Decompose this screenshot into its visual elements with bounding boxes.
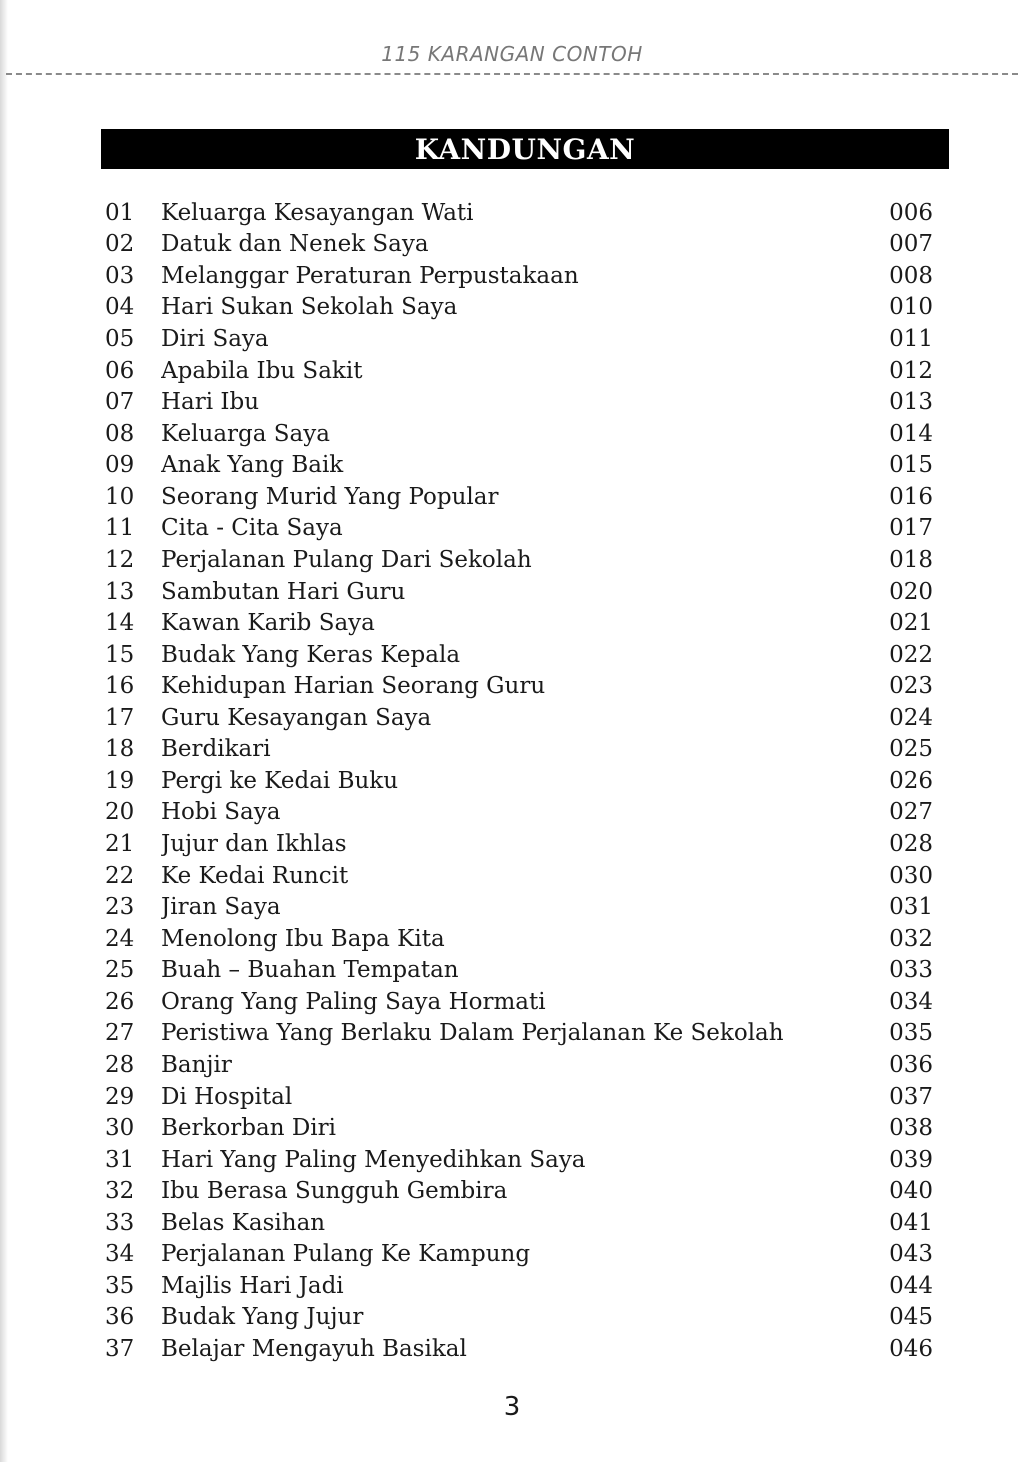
toc-entry bbox=[105, 1175, 933, 1207]
toc-entry-number: 01 bbox=[105, 199, 135, 226]
toc-entry-title: Hobi Saya bbox=[161, 799, 281, 826]
toc-entry-title: Orang Yang Paling Saya Hormati bbox=[161, 988, 546, 1015]
toc-entry-page: 017 bbox=[889, 515, 933, 542]
toc-entry-title: Berdikari bbox=[161, 736, 271, 763]
toc-entry-page: 020 bbox=[889, 578, 933, 605]
toc-entry-page: 044 bbox=[889, 1272, 933, 1299]
toc-entry bbox=[105, 670, 933, 702]
toc-entry-page: 030 bbox=[889, 862, 933, 889]
toc-entry bbox=[105, 386, 933, 418]
toc-entry-title: Keluarga Kesayangan Wati bbox=[161, 199, 474, 226]
running-header: 115 KARANGAN CONTOH bbox=[381, 42, 643, 66]
toc-entry-number: 28 bbox=[105, 1051, 135, 1078]
toc-entry-title: Ibu Berasa Sungguh Gembira bbox=[161, 1178, 508, 1205]
toc-entry-page: 028 bbox=[889, 831, 933, 858]
toc-entry bbox=[105, 355, 933, 387]
toc-entry-page: 008 bbox=[889, 262, 933, 289]
toc-entry-title: Hari Yang Paling Menyedihkan Saya bbox=[161, 1146, 586, 1173]
toc-entry-number: 18 bbox=[105, 736, 135, 763]
toc-entry-page: 026 bbox=[889, 767, 933, 794]
toc-entry-page: 021 bbox=[889, 610, 933, 637]
toc-entry-page: 031 bbox=[889, 894, 933, 921]
toc-entry-number: 07 bbox=[105, 389, 135, 416]
toc-entry-number: 03 bbox=[105, 262, 135, 289]
toc-entry-page: 013 bbox=[889, 389, 933, 416]
toc-entry bbox=[105, 702, 933, 734]
toc-entry-number: 20 bbox=[105, 799, 135, 826]
toc-entry-title: Majlis Hari Jadi bbox=[161, 1272, 344, 1299]
toc-entry-number: 35 bbox=[105, 1272, 135, 1299]
toc-entry bbox=[105, 860, 933, 892]
toc-entry-page: 040 bbox=[889, 1178, 933, 1205]
toc-entry-page: 038 bbox=[889, 1115, 933, 1142]
toc-entry-title: Budak Yang Jujur bbox=[161, 1304, 364, 1331]
toc-entry bbox=[105, 229, 933, 261]
toc-entry-number: 11 bbox=[105, 515, 135, 542]
toc-entry bbox=[105, 1144, 933, 1176]
toc-entry-number: 23 bbox=[105, 894, 135, 921]
toc-entry-number: 19 bbox=[105, 767, 135, 794]
toc-entry bbox=[105, 607, 933, 639]
toc-entry bbox=[105, 260, 933, 292]
toc-entry-page: 012 bbox=[889, 357, 933, 384]
toc-entry-page: 018 bbox=[889, 546, 933, 573]
toc-entry bbox=[105, 828, 933, 860]
toc-entry bbox=[105, 450, 933, 482]
toc-entry-number: 22 bbox=[105, 862, 135, 889]
toc-entry-number: 16 bbox=[105, 673, 135, 700]
toc-entry-number: 30 bbox=[105, 1115, 135, 1142]
toc-entry-page: 015 bbox=[889, 452, 933, 479]
toc-entry-title: Hari Ibu bbox=[161, 389, 260, 416]
toc-entry-title: Diri Saya bbox=[161, 326, 269, 353]
toc-entry-number: 10 bbox=[105, 483, 135, 510]
toc-entry bbox=[105, 891, 933, 923]
toc-entry-number: 06 bbox=[105, 357, 135, 384]
toc-entry bbox=[105, 513, 933, 545]
toc-entry-number: 04 bbox=[105, 294, 135, 321]
toc-entry-number: 02 bbox=[105, 231, 135, 258]
toc-entry-number: 09 bbox=[105, 452, 135, 479]
toc-entry-page: 043 bbox=[889, 1241, 933, 1268]
toc-entry bbox=[105, 418, 933, 450]
toc-entry-page: 006 bbox=[889, 199, 933, 226]
toc-entry-page: 025 bbox=[889, 736, 933, 763]
toc-heading: KANDUNGAN bbox=[101, 129, 949, 169]
toc-entry bbox=[105, 1018, 933, 1050]
toc-entry-number: 37 bbox=[105, 1336, 135, 1363]
toc-entry-number: 08 bbox=[105, 420, 135, 447]
toc-entry bbox=[105, 797, 933, 829]
toc-entry-title: Guru Kesayangan Saya bbox=[161, 704, 432, 731]
toc-entry-number: 15 bbox=[105, 641, 135, 668]
toc-entry bbox=[105, 923, 933, 955]
toc-entry bbox=[105, 1081, 933, 1113]
toc-entry-number: 34 bbox=[105, 1241, 135, 1268]
toc-entry-title: Apabila Ibu Sakit bbox=[161, 357, 363, 384]
toc-entry bbox=[105, 1302, 933, 1334]
toc-entry bbox=[105, 734, 933, 766]
toc-entry-number: 33 bbox=[105, 1209, 135, 1236]
toc-entry-number: 05 bbox=[105, 326, 135, 353]
toc-entry bbox=[105, 1333, 933, 1365]
toc-entry-title: Kawan Karib Saya bbox=[161, 610, 375, 637]
toc-entry-title: Perjalanan Pulang Ke Kampung bbox=[161, 1241, 531, 1268]
toc-entry-number: 14 bbox=[105, 610, 135, 637]
toc-entry bbox=[105, 292, 933, 324]
toc-entry bbox=[105, 986, 933, 1018]
toc-entry-title: Cita - Cita Saya bbox=[161, 515, 343, 542]
toc-entry-page: 034 bbox=[889, 988, 933, 1015]
toc-entry-title: Hari Sukan Sekolah Saya bbox=[161, 294, 458, 321]
toc-entry bbox=[105, 481, 933, 513]
toc-entry-page: 011 bbox=[889, 326, 933, 353]
toc-entry-title: Seorang Murid Yang Popular bbox=[161, 483, 499, 510]
toc-entry-title: Banjir bbox=[161, 1051, 232, 1078]
toc-entry-title: Keluarga Saya bbox=[161, 420, 330, 447]
toc-entry bbox=[105, 765, 933, 797]
toc-entry bbox=[105, 323, 933, 355]
toc-entry-number: 26 bbox=[105, 988, 135, 1015]
toc-entry-title: Budak Yang Keras Kepala bbox=[161, 641, 461, 668]
toc-entry-number: 27 bbox=[105, 1020, 135, 1047]
toc-entry-title: Belas Kasihan bbox=[161, 1209, 326, 1236]
toc-entry bbox=[105, 1270, 933, 1302]
toc-entry-number: 29 bbox=[105, 1083, 135, 1110]
toc-entry-number: 25 bbox=[105, 957, 135, 984]
toc-entry-page: 039 bbox=[889, 1146, 933, 1173]
toc-entry-title: Jujur dan Ikhlas bbox=[161, 831, 347, 858]
toc-entry bbox=[105, 639, 933, 671]
toc-entry-title: Berkorban Diri bbox=[161, 1115, 336, 1142]
toc-entry-number: 13 bbox=[105, 578, 135, 605]
toc-entry-page: 033 bbox=[889, 957, 933, 984]
toc-entry-number: 21 bbox=[105, 831, 135, 858]
toc-entry bbox=[105, 1112, 933, 1144]
toc-entry-title: Anak Yang Baik bbox=[161, 452, 344, 479]
toc-entry-page: 022 bbox=[889, 641, 933, 668]
toc-entry bbox=[105, 197, 933, 229]
toc-entry-page: 037 bbox=[889, 1083, 933, 1110]
toc-entry-title: Kehidupan Harian Seorang Guru bbox=[161, 673, 546, 700]
page-edge-shadow bbox=[0, 0, 8, 1462]
page-number: 3 bbox=[503, 1392, 521, 1422]
toc-entry-page: 023 bbox=[889, 673, 933, 700]
toc-entry bbox=[105, 544, 933, 576]
toc-entry-title: Buah – Buahan Tempatan bbox=[161, 957, 459, 984]
toc-entry-page: 027 bbox=[889, 799, 933, 826]
toc-entry-page: 045 bbox=[889, 1304, 933, 1331]
toc-entry-title: Peristiwa Yang Berlaku Dalam Perjalanan Ke Sekolah bbox=[161, 1020, 784, 1047]
toc-entry-number: 24 bbox=[105, 925, 135, 952]
toc-entry-title: Perjalanan Pulang Dari Sekolah bbox=[161, 546, 532, 573]
toc-entry-title: Di Hospital bbox=[161, 1083, 293, 1110]
toc-entry-title: Datuk dan Nenek Saya bbox=[161, 231, 429, 258]
header-dashed-rule bbox=[6, 73, 1018, 75]
toc-entry-title: Belajar Mengayuh Basikal bbox=[161, 1336, 467, 1363]
toc-entry-title: Menolong Ibu Bapa Kita bbox=[161, 925, 445, 952]
toc-entry-number: 12 bbox=[105, 546, 135, 573]
toc-entry-page: 046 bbox=[889, 1336, 933, 1363]
toc-entry-title: Pergi ke Kedai Buku bbox=[161, 767, 399, 794]
toc-entry-page: 041 bbox=[889, 1209, 933, 1236]
toc-entry-page: 024 bbox=[889, 704, 933, 731]
toc-entry-page: 007 bbox=[889, 231, 933, 258]
toc-entry-title: Melanggar Peraturan Perpustakaan bbox=[161, 262, 579, 289]
toc-entry-number: 31 bbox=[105, 1146, 135, 1173]
toc-entry-page: 010 bbox=[889, 294, 933, 321]
toc-entry bbox=[105, 1239, 933, 1271]
toc-entry-page: 014 bbox=[889, 420, 933, 447]
toc-entry-number: 17 bbox=[105, 704, 135, 731]
toc-entry-title: Sambutan Hari Guru bbox=[161, 578, 406, 605]
toc-entry-page: 032 bbox=[889, 925, 933, 952]
toc-entry bbox=[105, 576, 933, 608]
toc-entry bbox=[105, 955, 933, 987]
toc-entry-page: 016 bbox=[889, 483, 933, 510]
toc-entry-page: 036 bbox=[889, 1051, 933, 1078]
toc-list bbox=[105, 197, 933, 1365]
toc-entry bbox=[105, 1207, 933, 1239]
toc-entry-number: 32 bbox=[105, 1178, 135, 1205]
toc-entry-title: Jiran Saya bbox=[161, 894, 281, 921]
toc-entry-title: Ke Kedai Runcit bbox=[161, 862, 349, 889]
toc-entry-page: 035 bbox=[889, 1020, 933, 1047]
toc-entry-number: 36 bbox=[105, 1304, 135, 1331]
toc-entry bbox=[105, 1049, 933, 1081]
